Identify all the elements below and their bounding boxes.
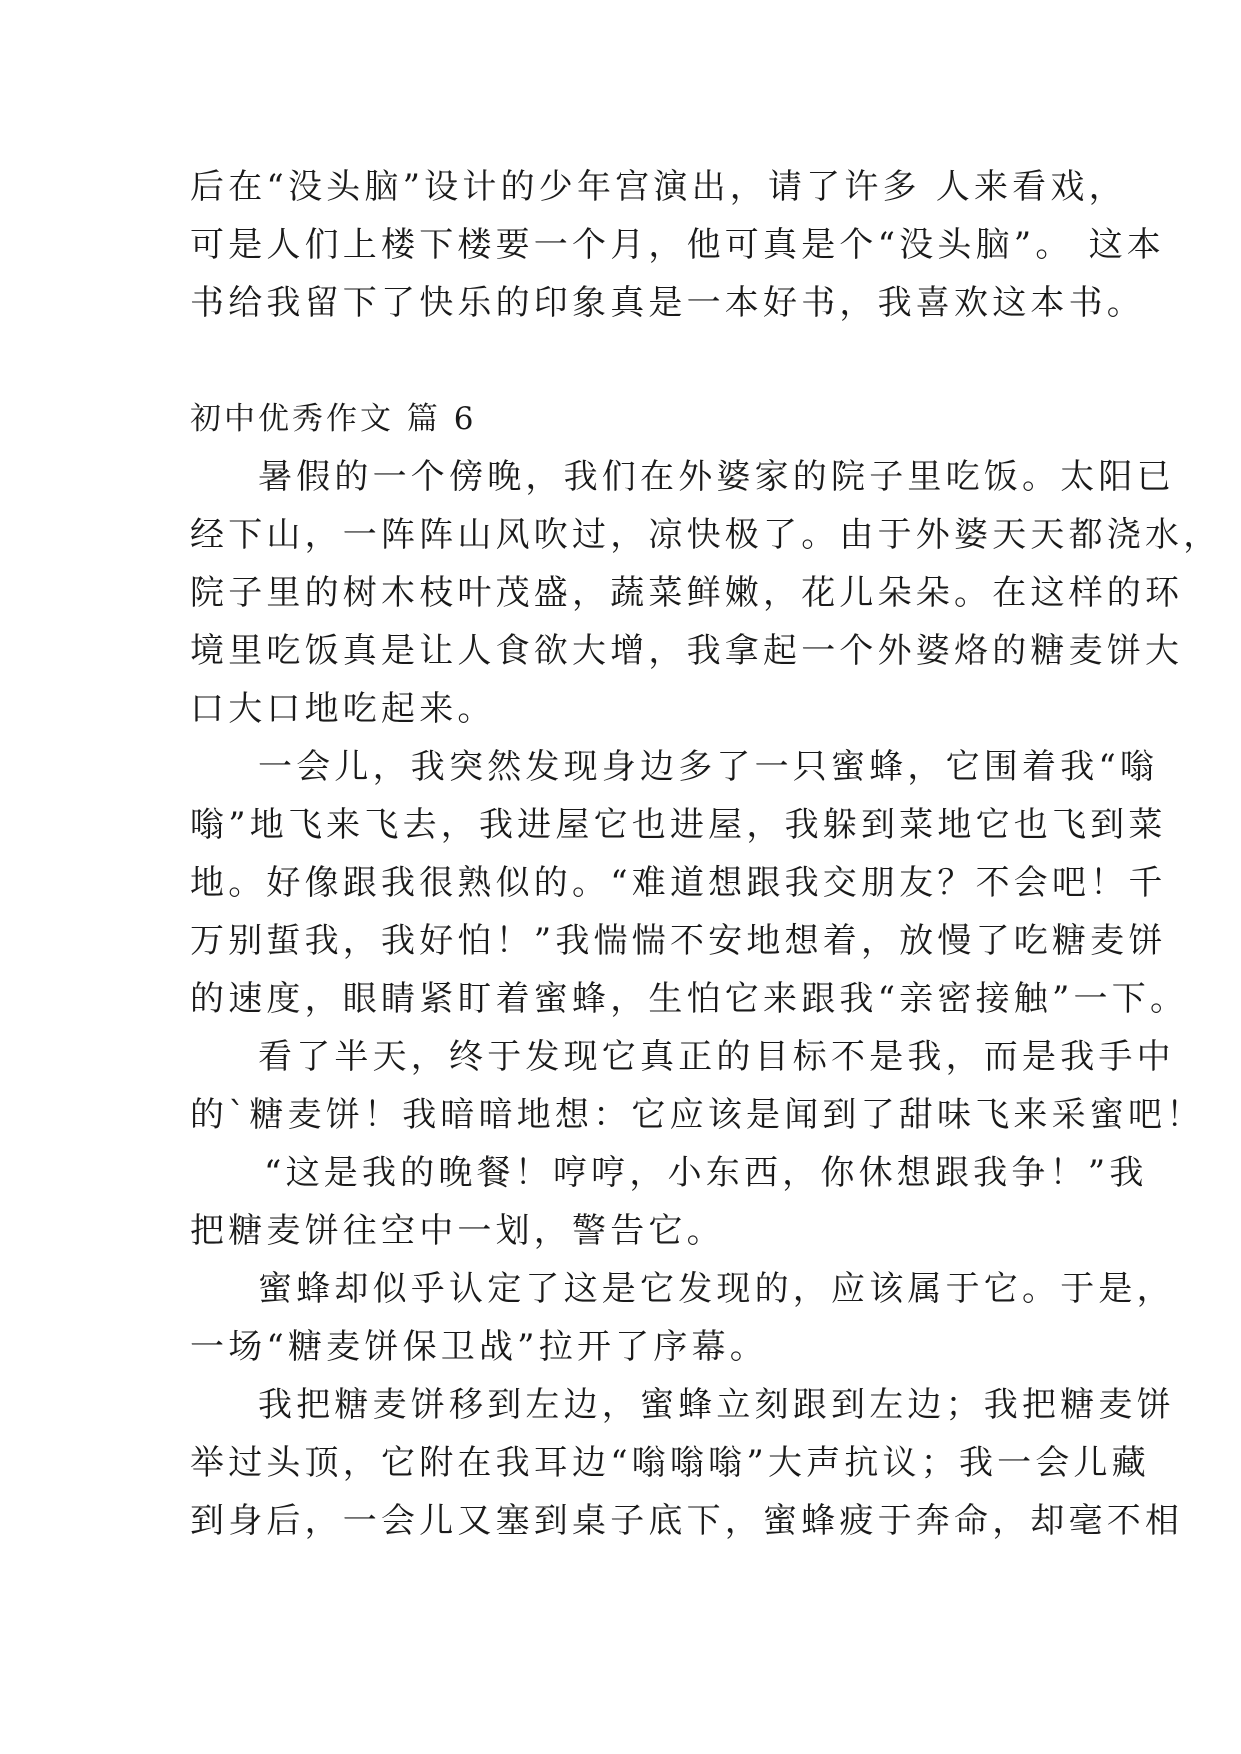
text-line: 的速度，眼睛紧盯着蜜蜂，生怕它来跟我“亲密接触”一下。 [190, 979, 1189, 1019]
paragraph [190, 1260, 1175, 1376]
text-line: 口大口地吃起来。 [190, 689, 496, 729]
text-line: 万别蜇我，我好怕！”我惴惴不安地想着，放慢了吃糖麦饼 [190, 921, 1167, 961]
text-line: 我把糖麦饼移到左边，蜜蜂立刻跟到左边；我把糖麦饼 [258, 1385, 1175, 1425]
text-line: 到身后，一会儿又塞到桌子底下，蜜蜂疲于奔命，却毫不相 [190, 1501, 1184, 1541]
paragraph [190, 1028, 1205, 1144]
text-line: 举过头顶，它附在我耳边“嗡嗡嗡”大声抗议；我一会儿藏 [190, 1443, 1150, 1483]
text-line: 看了半天，终于发现它真正的目标不是我，而是我手中 [258, 1037, 1175, 1077]
text-line: 地。好像跟我很熟似的。“难道想跟我交朋友？不会吧！千 [190, 863, 1167, 903]
text-line: 境里吃饭真是让人食欲大增，我拿起一个外婆烙的糖麦饼大 [190, 631, 1184, 671]
paragraph [190, 1376, 1184, 1550]
text-line: “这是我的晚餐！哼哼，小东西，你休想跟我争！”我 [264, 1153, 1148, 1193]
document-body [190, 158, 1222, 1550]
text-line: 一场“糖麦饼保卫战”拉开了序幕。 [190, 1327, 768, 1367]
text-line: 可是人们上楼下楼要一个月，他可真是个“没头脑”。 这本 [190, 225, 1165, 265]
text-line: 蜜蜂却似乎认定了这是它发现的，应该属于它。于是， [258, 1269, 1175, 1309]
section-heading: 初中优秀作文 篇 6 [190, 401, 477, 437]
text-line: 一会儿，我突然发现身边多了一只蜜蜂，它围着我“嗡 [258, 747, 1159, 787]
text-line: 经下山，一阵阵山风吹过，凉快极了。由于外婆天天都浇水， [190, 515, 1222, 555]
text-line: 书给我留下了快乐的印象真是一本好书，我喜欢这本书。 [190, 283, 1145, 323]
text-line: 后在“没头脑”设计的少年宫演出，请了许多 人来看戏， [190, 167, 1127, 207]
text-line: 嗡”地飞来飞去，我进屋它也进屋，我躲到菜地它也飞到菜 [190, 805, 1167, 845]
text-line: 把糖麦饼往空中一划，警告它。 [190, 1211, 725, 1251]
text-line: 院子里的树木枝叶茂盛，蔬菜鲜嫩，花儿朵朵。在这样的环 [190, 573, 1184, 613]
paragraph [190, 1144, 1148, 1260]
paragraph [190, 448, 1222, 738]
text-line: 暑假的一个傍晚，我们在外婆家的院子里吃饭。太阳已 [258, 457, 1175, 497]
text-line: 的`糖麦饼！我暗暗地想：它应该是闻到了甜味飞来采蜜吧！ [190, 1095, 1205, 1135]
paragraph [190, 738, 1189, 1028]
intro-block [190, 158, 1165, 332]
